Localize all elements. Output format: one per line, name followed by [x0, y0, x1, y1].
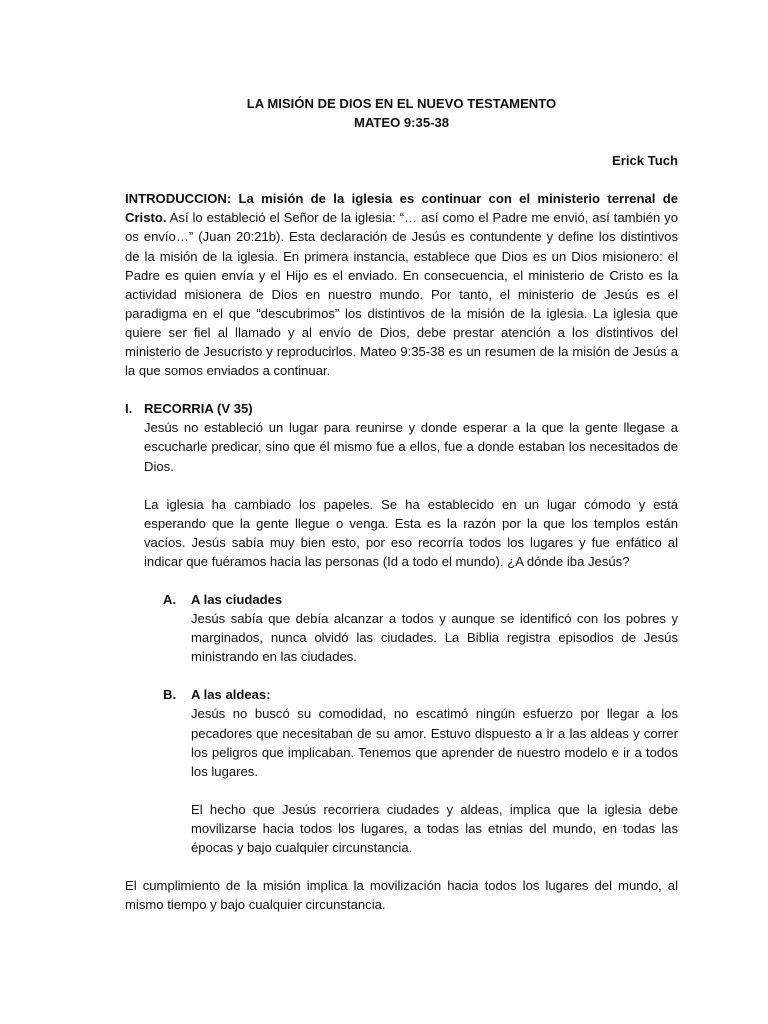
conclusion-paragraph: El cumplimiento de la misión implica la movilización hacia todos los lugares del mundo, al mismo tiempo y bajo cualquier circunstancia. — [125, 878, 678, 913]
subsection-b-letter: B. — [163, 687, 177, 703]
subsection-a-text: Jesús sabía que debía alcanzar a todos y aunque se identificó con los pobres y marginados, nunca olvidó las ciudades. La Biblia registra episodios de Jesús ministrando en las ciudades. — [191, 611, 678, 665]
subsection-a — [163, 590, 678, 666]
subsection-a-heading — [163, 590, 678, 609]
subsection-b-heading — [163, 685, 678, 704]
document-page — [125, 94, 678, 914]
section-paragraph-2: La iglesia ha cambiado los papeles. Se ha establecido en un lugar cómodo y está esperando que la gente llegue o venga. Esta es la razón por la que los templos están vacíos. Jesús sabía muy bien esto, por eso recorría todos los lugares y fue enfático al indicar que fuéramos hacia las personas (Id a todo el mundo). ¿A dónde iba Jesús? — [144, 496, 678, 569]
subsection-b — [163, 685, 678, 857]
section-body — [144, 418, 678, 857]
section-title: RECORRIA (V 35) — [144, 401, 253, 417]
section-paragraph-1: Jesús no estableció un lugar para reunirse y donde esperar a la que la gente llegase a escucharle predicar, sino que él mismo fue a ellos, fue a donde estaban los necesitados de Dios. — [144, 420, 678, 474]
author-name: Erick Tuch — [612, 153, 678, 169]
document-subtitle: MATEO 9:35-38 — [353, 115, 450, 131]
introduction-paragraph — [125, 189, 678, 380]
section-heading — [125, 399, 678, 418]
subsection-b-title: A las aldeas: — [191, 687, 271, 703]
introduction-label: INTRODUCCION: La misión de la iglesia es continuar con el ministerio terrenal de Cristo. — [125, 191, 678, 226]
subsection-b-text-1: Jesús no buscó su comodidad, no escatimó ningún esfuerzo por llegar a los pecadores que necesitaban de su amor. Estuvo dispuesto a ir a las aldeas y correr los peligros que implicaban. Tenemos que aprender de nuestro modelo e ir a todos los lugares. — [191, 706, 678, 779]
subsection-a-letter: A. — [163, 591, 177, 607]
document-title: LA MISIÓN DE DIOS EN EL NUEVO TESTAMENTO — [246, 96, 557, 111]
section-number: I. — [125, 401, 133, 417]
introduction-text: Así lo estableció el Señor de la iglesia: “… así como el Padre me envió, así también yo os envío…” (Juan 20:21b). Esta declaración de Jesús es contundente y define los distintivos de la misión de la iglesia. En primera instancia, establece que Dios es un Dios misionero: el Padre es quien envía y el Hijo es el enviado. En consecuencia, el ministerio de Cristo es la actividad misionera de Dios en nuestro mundo. Por tanto, el ministerio de Jesús es el paradigma en el que “descubrimos” los distintivos de la misión de la iglesia. La iglesia que quiere ser fiel al llamado y al envío de Dios, debe prestar atención a los distintivos del ministerio de Jesucristo y reproducirlos. Mateo 9:35-38 es un resumen de la misión de Jesús a la que somos enviados a continuar. — [125, 210, 679, 379]
subsection-a-title: A las ciudades — [191, 591, 283, 607]
subsection-b-text-2: El hecho que Jesús recorriera ciudades y aldeas, implica que la iglesia debe movilizarse hacia todos los lugares, a todas las etnias del mundo, en todas las épocas y bajo cualquier circunstancia. — [191, 801, 678, 855]
